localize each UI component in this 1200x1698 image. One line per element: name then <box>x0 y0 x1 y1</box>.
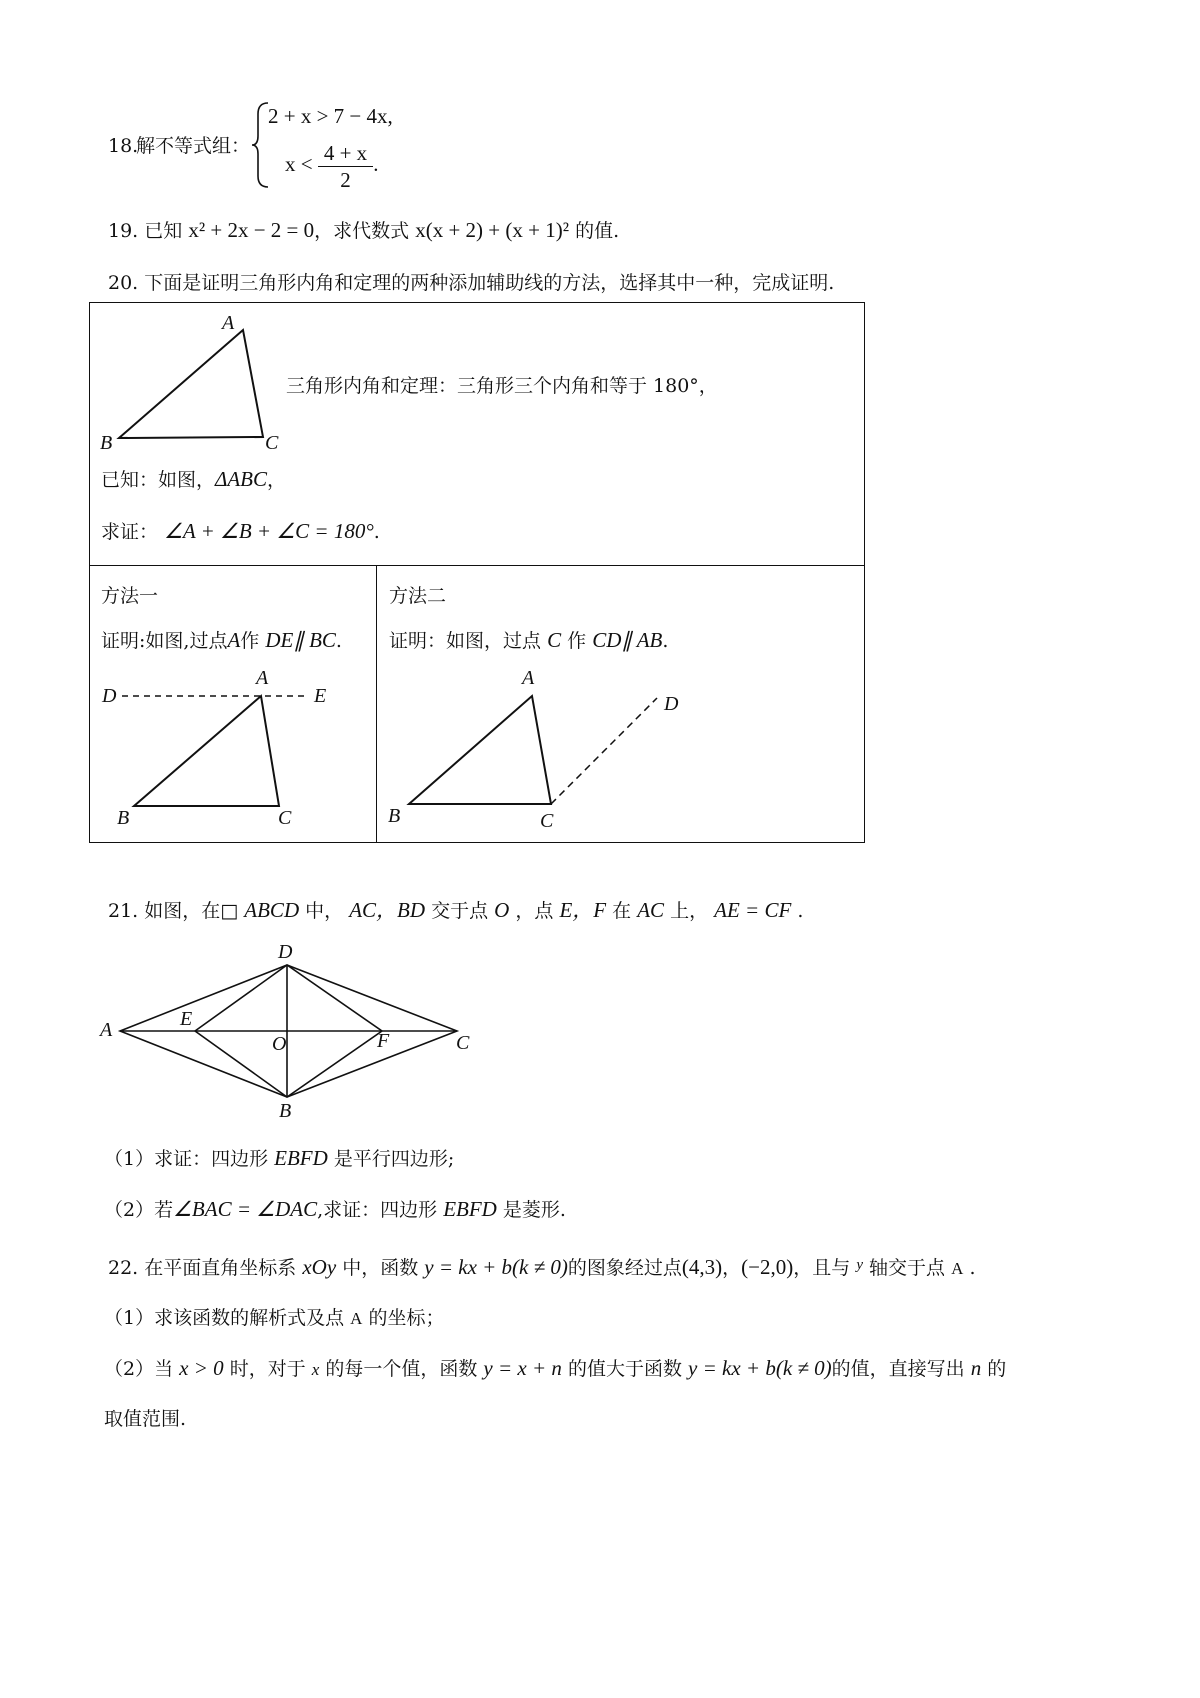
q21-part2-math: EBFD <box>443 1197 497 1221</box>
q19-expression: x(x + 2) + (x + 1)² <box>415 218 570 242</box>
q21-ac: AC <box>637 898 665 922</box>
method2-line: CD∥ AB <box>592 628 663 652</box>
q18-number: 18. <box>108 135 139 157</box>
method1-proof-pre: 证明:如图,过点 <box>101 630 228 652</box>
q22-part2-xv: x <box>311 1360 320 1379</box>
q22-part2-f1: y = x + n <box>483 1356 562 1380</box>
q20-number: 20. <box>108 272 139 294</box>
q22-part2-pre: 当 <box>154 1358 174 1380</box>
q22-part2-post: 的 <box>987 1358 1007 1380</box>
q20-method-divider <box>376 565 377 843</box>
q21-ef: E，F <box>559 898 607 922</box>
q20-prove <box>101 519 380 544</box>
q22-mid2: 的图象经过点 <box>567 1257 682 1279</box>
q21-label-f: F <box>377 1030 390 1052</box>
q22-function: y = kx + b(k ≠ 0) <box>424 1255 568 1279</box>
q22-part1-a: A <box>350 1309 363 1328</box>
q22-part2-x: x > 0 <box>179 1356 224 1380</box>
q21-part1-pre: 求证：四边形 <box>154 1148 269 1170</box>
q22-part2-n: n <box>970 1356 982 1380</box>
q22-point1: (4,3) <box>681 1255 723 1279</box>
q21-figure <box>100 945 500 1115</box>
method2-proof-end: . <box>662 630 669 652</box>
q20-prompt: 下面是证明三角形内角和定理的两种添加辅助线的方法，选择其中一种，完成证明. <box>144 272 835 294</box>
method2-label-c: C <box>540 810 554 832</box>
q22-system: xOy <box>302 1255 337 1279</box>
method1-line: DE∥ BC <box>265 628 336 652</box>
q22-part1 <box>104 1306 445 1331</box>
q20-box-divider <box>89 565 865 566</box>
q19-pre: 已知 <box>144 220 183 242</box>
method1-proof-mid: 作 <box>240 630 260 652</box>
method1-label-e: E <box>314 685 327 707</box>
q20-label-b: B <box>100 432 113 454</box>
q20-label-a: A <box>222 312 235 334</box>
q22-part2-line2: 取值范围. <box>104 1408 187 1430</box>
method2-label-b: B <box>388 805 401 827</box>
q22-part2 <box>104 1356 1006 1382</box>
q21-label-e: E <box>180 1008 193 1030</box>
q22-pre: 在平面直角坐标系 <box>144 1257 297 1279</box>
q21-label-o: O <box>272 1033 287 1055</box>
method2-proof <box>389 628 668 653</box>
method2-point: C <box>547 628 562 652</box>
parallelogram-symbol: □ <box>220 900 239 922</box>
q21-rest3: 交于点 <box>431 900 489 922</box>
q21-label-d: D <box>278 941 293 963</box>
q21-o: O <box>494 898 510 922</box>
q18-inequality-2 <box>285 138 378 194</box>
q21-label-b: B <box>279 1100 292 1122</box>
q18-ineq2-end: . <box>373 152 379 176</box>
q18-prompt: 解不等式组： <box>136 135 251 157</box>
q18-fraction-numerator: 4 + x <box>318 140 373 167</box>
q22-end: . <box>969 1257 976 1279</box>
q20-prove-math: ∠A + ∠B + ∠C = 180° <box>164 519 374 543</box>
q21-number: 21. <box>108 900 139 922</box>
q22-point2: (−2,0) <box>741 1255 794 1279</box>
q21-part1-math: EBFD <box>274 1146 328 1170</box>
q21-ac-bd: AC，BD <box>349 898 426 922</box>
q19-mid: ，求代数式 <box>314 220 410 242</box>
q22-point-a: A <box>951 1259 964 1278</box>
method1-proof-end: . <box>335 630 342 652</box>
method2-label-a: A <box>522 667 535 689</box>
q22-part1-num: （1） <box>104 1307 155 1329</box>
q22-part2-mid4: 的值，直接写出 <box>831 1358 965 1380</box>
q18-ineq2-lhs: x < <box>285 152 313 176</box>
q21-abcd: ABCD <box>244 898 300 922</box>
q22-comma: ， <box>722 1257 742 1279</box>
q21-part2 <box>104 1197 566 1222</box>
q22-part2-num: （2） <box>104 1358 155 1380</box>
method1-label-a: A <box>256 667 269 689</box>
q22-part2-mid3: 的值大于函数 <box>567 1358 682 1380</box>
q21-label-c: C <box>456 1032 470 1054</box>
q20-given <box>101 467 286 492</box>
q22-part1-text: 求该函数的解析式及点 <box>154 1307 345 1329</box>
q21-rest5: 在 <box>612 900 632 922</box>
q20-prove-end: . <box>373 521 380 543</box>
q21-part2-pre: 若 <box>154 1199 174 1221</box>
q18-fraction <box>318 140 373 193</box>
q21-part2-mid: ,求证：四边形 <box>317 1199 438 1221</box>
q18-inequality-1: 2 + x > 7 − 4x, <box>268 104 393 128</box>
method2-proof-pre: 证明：如图，过点 <box>389 630 542 652</box>
q21-part1 <box>104 1146 454 1171</box>
method1-point: A <box>227 628 241 652</box>
q22-part1-post: 的坐标； <box>368 1307 445 1329</box>
q21-condition: AE = CF <box>714 898 792 922</box>
q19-condition: x² + 2x − 2 = 0 <box>188 218 315 242</box>
q20-given-label: 已知：如图， <box>101 469 216 491</box>
q19-post: 的值. <box>575 220 620 242</box>
q21-part2-num: （2） <box>104 1199 155 1221</box>
method2-proof-mid: 作 <box>567 630 587 652</box>
q20-theorem-text: 三角形内角和定理：三角形三个内角和等于 180°， <box>286 375 718 397</box>
method1-label-d: D <box>102 685 117 707</box>
q22-mid4: 轴交于点 <box>869 1257 946 1279</box>
q19-number: 19. <box>108 220 139 242</box>
q20-prove-label: 求证： <box>101 521 159 543</box>
q21-line <box>108 898 803 923</box>
q20-line <box>108 271 834 295</box>
q21-rest2: 中， <box>305 900 344 922</box>
method2-label-d: D <box>664 693 679 715</box>
q21-part2-post: 是菱形. <box>502 1199 566 1221</box>
q22-part2-mid1: 时，对于 <box>229 1358 306 1380</box>
q22-number: 22. <box>108 1257 139 1279</box>
q21-part1-post: 是平行四边形; <box>333 1148 455 1170</box>
q21-pre: 如图，在 <box>144 900 221 922</box>
method2-title: 方法二 <box>389 585 447 607</box>
q22-part2-f2: y = kx + b(k ≠ 0) <box>688 1356 832 1380</box>
method1-figure <box>110 680 370 840</box>
q22-mid1: 中，函数 <box>342 1257 419 1279</box>
q21-label-a: A <box>100 1019 113 1041</box>
method1-title: 方法一 <box>101 585 159 607</box>
q21-part2-cond: ∠BAC = ∠DAC <box>173 1197 318 1221</box>
q20-given-math: ΔABC <box>215 467 268 491</box>
q21-part1-num: （1） <box>104 1148 155 1170</box>
q22-part2-mid2: 的每一个值，函数 <box>325 1358 478 1380</box>
q20-label-c: C <box>265 432 279 454</box>
q22-y-axis: y <box>856 1257 863 1273</box>
q22-line <box>108 1253 975 1281</box>
q20-given-end: ， <box>267 469 287 491</box>
q21-end: . <box>797 900 804 922</box>
q21-rest4: ，点 <box>515 900 554 922</box>
q21-rest6: 上， <box>670 900 709 922</box>
q19-line <box>108 218 619 243</box>
method1-proof <box>101 628 342 653</box>
method1-label-c: C <box>278 807 292 829</box>
method1-label-b: B <box>117 807 130 829</box>
q18-fraction-denominator: 2 <box>340 167 351 192</box>
q22-mid3: ，且与 <box>793 1257 851 1279</box>
